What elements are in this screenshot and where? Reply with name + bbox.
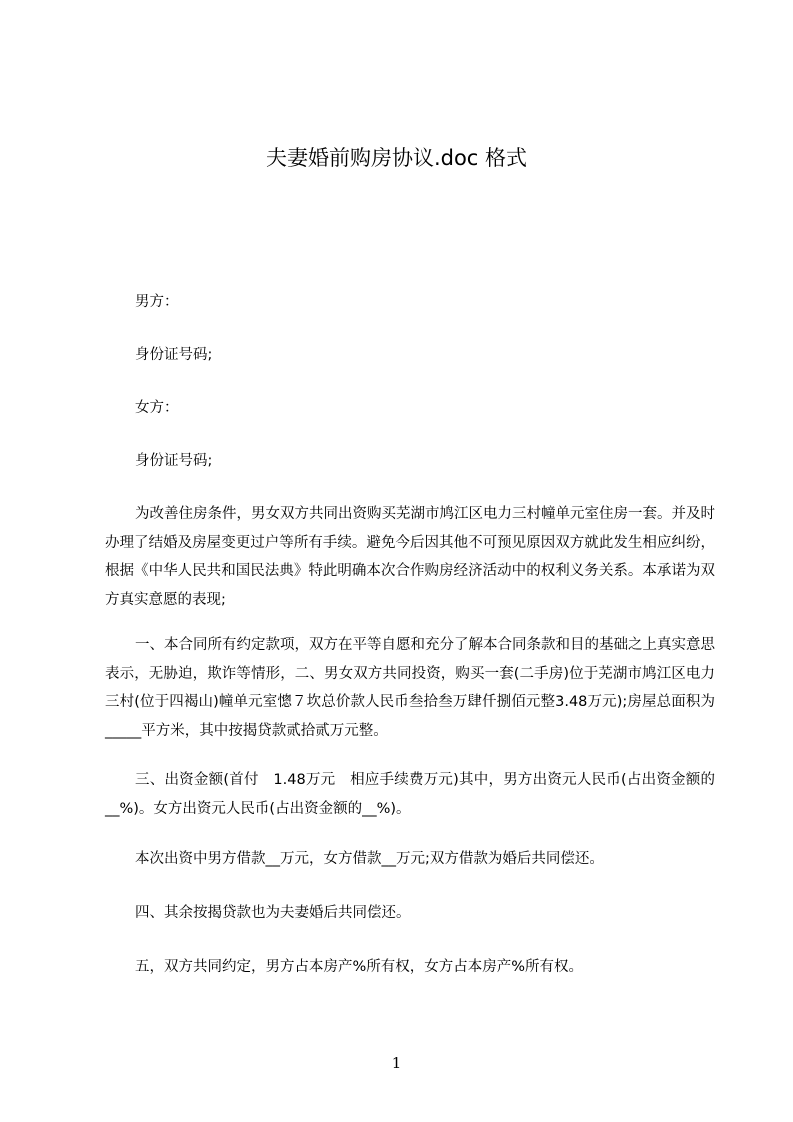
paragraph-purpose: 为改善住房条件，男女双方共同出资购买芜湖市鸠江区电力三村幢单元室住房一套。并及时办理了结婚及房屋变更过户等所有手续。避免今后因其他不可预见原因双方就此发生相应纠纷，根据《中华人民共和国民法典》特此明确本次合作购房经济活动中的权利义务关系。本承诺为双方真实意愿的表现; xyxy=(105,506,715,608)
page-number: 1 xyxy=(391,1054,402,1072)
paragraph-clause-4: 四、其余按揭贷款也为夫妻婚后共同偿还。 xyxy=(135,905,411,921)
document-title: 夫妻婚前购房协议.doc 格式 xyxy=(265,146,528,170)
paragraph-female-party: 女方： xyxy=(135,400,179,416)
paragraph-male-party: 男方： xyxy=(135,294,179,310)
paragraph-clause-1-2: 一、本合同所有约定款项，双方在平等自愿和充分了解本合同条款和目的基础之上真实意思表示，无胁迫，欺诈等情形，二、男女双方共同投资，购买一套(二手房)位于芜湖市鸠江区电力三村(位于四褐山)幢单元室憁７坎总价款人民币叁拾叁万肆仟捌佰元整3.48万元);房屋总面积为_____平方米，其中按揭贷款贰拾贰万元整。 xyxy=(105,637,715,739)
paragraph-male-id: 身份证号码; xyxy=(135,347,213,363)
paragraph-clause-3: 三、出资金额(首付 1.48万元 相应手续费万元)其中，男方出资元人民币(占出资金额的__%)。女方出资元人民币(占出资金额的__%)。 xyxy=(105,772,715,817)
paragraph-clause-5: 五，双方共同约定，男方占本房产%所有权，女方占本房产%所有权。 xyxy=(135,959,584,975)
paragraph-female-id: 身份证号码; xyxy=(135,453,213,469)
paragraph-loans: 本次出资中男方借款__万元，女方借款__万元;双方借款为婚后共同偿还。 xyxy=(135,851,604,867)
